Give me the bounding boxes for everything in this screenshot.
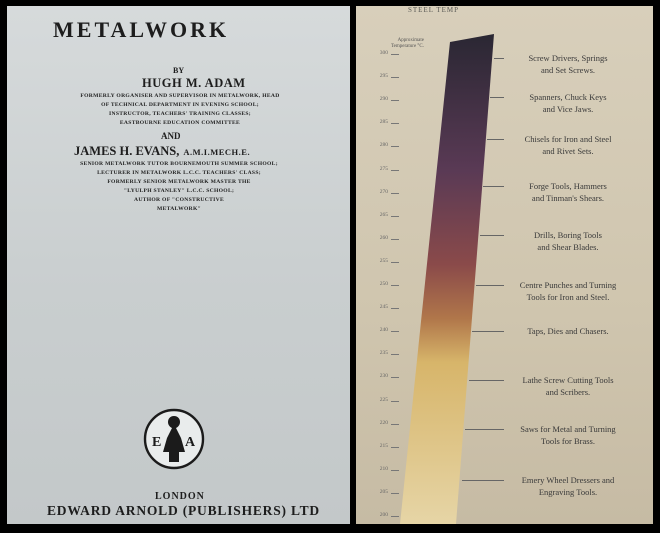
tool-entry bbox=[498, 474, 638, 498]
author-1-credentials bbox=[29, 92, 331, 128]
svg-text:A: A bbox=[185, 435, 196, 450]
temperature-tick-label: 245 bbox=[379, 304, 388, 311]
temperature-tick bbox=[391, 447, 399, 448]
tool-entry-line: and Tinman's Shears. bbox=[531, 193, 605, 203]
temperature-tick bbox=[391, 377, 399, 378]
author-2-name: JAMES H. EVANS, bbox=[74, 144, 180, 158]
book-title: METALWORK bbox=[53, 17, 230, 42]
chart-header: STEEL TEMP bbox=[408, 6, 460, 14]
tool-entry-line: and Rivet Sets. bbox=[542, 146, 594, 156]
tool-leader-line bbox=[469, 380, 504, 381]
temperature-tick bbox=[391, 100, 399, 101]
tool-entry-line: Engraving Tools. bbox=[538, 487, 598, 497]
tool-entry bbox=[498, 52, 638, 76]
tool-entry-line: and Set Screws. bbox=[540, 65, 596, 75]
temperature-tick-label: 225 bbox=[379, 396, 388, 403]
temperature-tick-label: 250 bbox=[379, 281, 388, 287]
svg-text:E: E bbox=[152, 435, 162, 450]
temperature-tick bbox=[391, 493, 399, 494]
tool-leader-line bbox=[462, 480, 504, 481]
temperature-tick bbox=[391, 262, 399, 263]
temperature-tick-label: 220 bbox=[379, 419, 388, 426]
tool-entry bbox=[498, 180, 638, 204]
tool-leader-line bbox=[490, 97, 504, 98]
temperature-tick bbox=[391, 216, 399, 217]
tool-entry-line: Emery Wheel Dressers and bbox=[521, 475, 615, 485]
temperature-tick bbox=[391, 424, 399, 425]
credential-line: LECTURER IN METALWORK L.C.C. TEACHERS' CLASS; bbox=[97, 170, 261, 176]
temperature-tick bbox=[391, 308, 399, 309]
temperature-tick-label: 260 bbox=[379, 234, 388, 241]
temperature-tick bbox=[391, 285, 399, 286]
tool-entry-line: and Scribers. bbox=[545, 387, 591, 397]
temperature-tick-label: 270 bbox=[379, 188, 388, 195]
temperature-tick bbox=[391, 193, 399, 194]
tool-entry-line: Saws for Metal and Turning bbox=[520, 424, 616, 434]
credential-line: "LYULPH STANLEY" L.C.C. SCHOOL; bbox=[123, 188, 235, 194]
temperature-tick-label: 280 bbox=[379, 142, 388, 149]
credential-line: OF TECHNICAL DEPARTMENT IN EVENING SCHOOL; bbox=[101, 102, 259, 108]
author-1-name: HUGH M. ADAM bbox=[142, 76, 246, 90]
tool-entry bbox=[498, 374, 638, 398]
publisher-city: LONDON bbox=[155, 491, 205, 502]
tool-entry-line: Taps, Dies and Chasers. bbox=[527, 326, 609, 336]
temperature-tick-label: 290 bbox=[379, 96, 388, 103]
tool-entry-line: Centre Punches and Turning bbox=[519, 280, 617, 290]
temperature-tick bbox=[391, 77, 399, 78]
temperature-tick-label: 215 bbox=[379, 442, 388, 449]
tool-entry-line: and Shear Blades. bbox=[537, 242, 599, 252]
tool-leader-line bbox=[465, 429, 504, 430]
tool-entry-line: Tools for Brass. bbox=[541, 436, 595, 446]
temperature-tick bbox=[391, 354, 399, 355]
temper-colour-chart bbox=[356, 6, 653, 524]
tool-entry-line: Chisels for Iron and Steel bbox=[524, 134, 612, 144]
temperature-tick-label: 255 bbox=[379, 257, 388, 264]
temperature-tick bbox=[391, 401, 399, 402]
title-page bbox=[7, 6, 350, 524]
temper-colour-strip bbox=[398, 34, 496, 524]
tool-leader-line bbox=[480, 235, 504, 236]
temperature-tick-label: 300 bbox=[379, 50, 388, 56]
by-label: BY bbox=[173, 66, 185, 75]
credential-line: INSTRUCTOR, TEACHERS' TRAINING CLASSES; bbox=[109, 111, 251, 117]
tool-entry-line: Drills, Boring Tools bbox=[534, 230, 602, 240]
temperature-tick-label: 295 bbox=[379, 73, 388, 80]
credential-line: AUTHOR OF "CONSTRUCTIVE bbox=[134, 197, 224, 203]
credential-line: FORMERLY SENIOR METALWORK MASTER THE bbox=[107, 179, 251, 185]
temperature-tick-label: 205 bbox=[379, 488, 388, 495]
temperature-tick bbox=[391, 331, 399, 332]
temperature-axis-label: Approximate Temperature °C. bbox=[390, 38, 424, 49]
temperature-tick-label: 230 bbox=[379, 373, 388, 380]
credential-line: SENIOR METALWORK TUTOR BOURNEMOUTH SUMMER SCHOOL; bbox=[80, 161, 278, 167]
temperature-tick bbox=[391, 146, 399, 147]
temperature-tick-label: 240 bbox=[379, 327, 388, 334]
tool-entry bbox=[498, 229, 638, 253]
credential-line: FORMERLY ORGANISER AND SUPERVISOR IN METALWORK, HEAD bbox=[80, 93, 280, 99]
author-2-degree: A.M.I.MECH.E. bbox=[183, 147, 251, 157]
temperature-tick-label: 285 bbox=[379, 119, 388, 126]
tool-leader-line bbox=[483, 186, 504, 187]
tool-entry bbox=[498, 91, 638, 115]
temperature-tick-label: 235 bbox=[379, 350, 388, 357]
temperature-tick bbox=[391, 239, 399, 240]
credential-line: EASTBOURNE EDUCATION COMMITTEE bbox=[119, 120, 241, 126]
tool-entry bbox=[498, 325, 638, 337]
and-label: AND bbox=[161, 131, 181, 141]
temperature-tick bbox=[391, 516, 399, 517]
tool-leader-line bbox=[472, 331, 504, 332]
temperature-tick-label: 200 bbox=[379, 512, 388, 518]
credential-line: METALWORK" bbox=[156, 206, 202, 212]
publisher-logo-icon bbox=[143, 408, 205, 470]
temperature-tick bbox=[391, 170, 399, 171]
tool-leader-line bbox=[476, 285, 504, 286]
tool-entry-line: Lathe Screw Cutting Tools bbox=[522, 375, 614, 385]
publisher-name: EDWARD ARNOLD (PUBLISHERS) LTD bbox=[47, 503, 320, 518]
temperature-tick-label: 275 bbox=[379, 165, 388, 172]
tool-leader-line bbox=[487, 139, 504, 140]
temperature-tick-label: 210 bbox=[379, 465, 388, 472]
tool-entry-line: Forge Tools, Hammers bbox=[529, 181, 607, 191]
tool-entry bbox=[498, 279, 638, 303]
tool-entry-line: Tools for Iron and Steel. bbox=[526, 292, 610, 302]
temperature-tick bbox=[391, 470, 399, 471]
author-2 bbox=[74, 144, 250, 159]
temperature-tick bbox=[391, 123, 399, 124]
tool-entry-line: Spanners, Chuck Keys bbox=[529, 92, 607, 102]
tool-entry bbox=[498, 133, 638, 157]
temperature-tick-label: 265 bbox=[379, 211, 388, 218]
tool-leader-line bbox=[494, 58, 504, 59]
tool-entry-line: and Vice Jaws. bbox=[542, 104, 594, 114]
author-2-credentials bbox=[59, 160, 299, 214]
tool-entry bbox=[498, 423, 638, 447]
tool-entry-line: Screw Drivers, Springs bbox=[528, 53, 608, 63]
temperature-tick bbox=[391, 54, 399, 55]
